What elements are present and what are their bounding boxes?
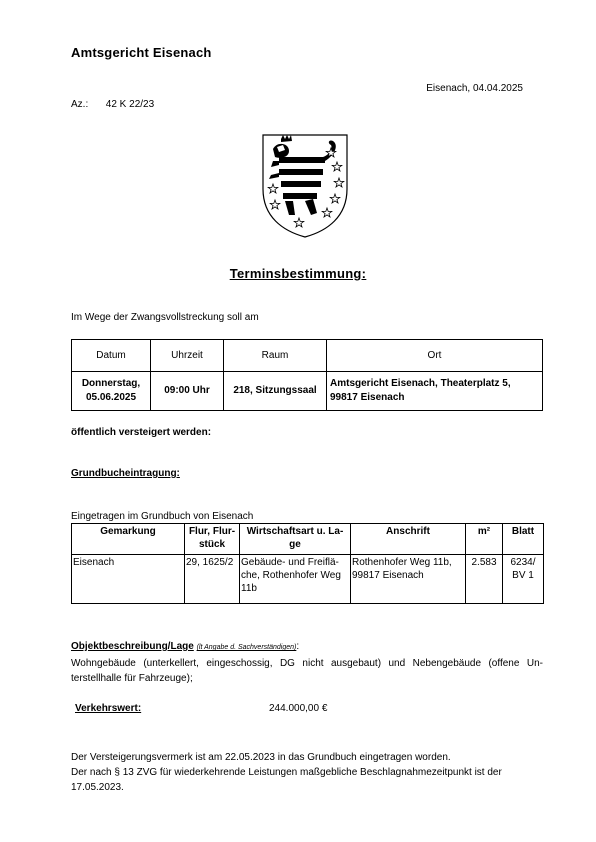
cell-address: Rothenhofer Weg 11b, 99817 Eisenach — [351, 555, 466, 604]
land-register-title: Grundbucheintragung: — [71, 468, 180, 479]
appointment-room: 218, Sitzungssaal — [224, 372, 327, 411]
header-area: m² — [466, 524, 503, 555]
land-register-row — [72, 555, 544, 604]
header-address: Anschrift — [351, 524, 466, 555]
header-date: Datum — [72, 340, 151, 372]
cell-sheet: 6234/ BV 1 — [503, 555, 544, 604]
court-name: Amtsgericht Eisenach — [71, 45, 212, 60]
appointment-time: 09:00 Uhr — [151, 372, 224, 411]
appointment-weekday: Donnerstag, — [81, 378, 141, 389]
file-reference — [71, 99, 154, 110]
file-reference-value: 42 K 22/23 — [105, 99, 155, 110]
cell-parcel: 29, 1625/2 — [185, 555, 240, 604]
cell-district: Eisenach — [72, 555, 185, 604]
header-time: Uhrzeit — [151, 340, 224, 372]
header-sheet: Blatt — [503, 524, 544, 555]
footer-line-1: Der Versteigerungsvermerk ist am 22.05.2023 in das Grundbuch eingetragen worden. — [71, 752, 451, 763]
object-description-title — [71, 641, 299, 652]
header-room: Raum — [224, 340, 327, 372]
auction-statement: öffentlich versteigert werden: — [71, 427, 212, 438]
object-note: (lt Angabe d. Sachverständigen) — [196, 644, 297, 651]
market-value-label: Verkehrswert: — [75, 703, 142, 714]
header-district: Gemarkung — [72, 524, 185, 555]
file-reference-label: Az.: — [71, 99, 89, 110]
object-colon: : — [296, 641, 300, 652]
header-usage: Wirtschaftsart u. La-ge — [240, 524, 351, 555]
header-parcel: Flur, Flur-stück — [185, 524, 240, 555]
land-register-intro: Eingetragen im Grundbuch von Eisenach — [71, 511, 254, 522]
appointment-date — [72, 372, 151, 411]
object-description-text: Wohngebäude (unterkellert, eingeschossig, DG nicht ausgebaut) und Nebengebäude (offene Un-terstellhalle für Fahrzeuge); — [71, 658, 543, 684]
market-value-amount: 244.000,00 € — [269, 703, 328, 714]
appointment-header-row — [72, 340, 543, 372]
appointment-location: Amtsgericht Eisenach, Theaterplatz 5, 99817 Eisenach — [327, 372, 543, 411]
place-date: Eisenach, 04.04.2025 — [426, 83, 523, 94]
land-register-table — [71, 523, 544, 604]
appointment-date-value: 05.06.2025 — [85, 392, 137, 403]
intro-text: Im Wege der Zwangsvollstreckung soll am — [71, 312, 259, 323]
appointment-values-row — [72, 372, 543, 411]
object-title: Objektbeschreibung/Lage — [71, 641, 194, 652]
cell-usage: Gebäude- und Freiflä-che, Rothenhofer Weg 11b — [240, 555, 351, 604]
document-title: Terminsbestimmung: — [229, 266, 367, 281]
thuringia-coat-of-arms-icon — [259, 131, 351, 239]
appointment-table — [71, 339, 543, 411]
header-location: Ort — [327, 340, 543, 372]
footer-line-2: Der nach § 13 ZVG für wiederkehrende Leistungen maßgebliche Beschlagnahmezeitpunkt ist der 17.05.2023. — [71, 767, 502, 793]
footer-notes — [71, 750, 543, 795]
cell-area: 2.583 — [466, 555, 503, 604]
land-register-header-row — [72, 524, 544, 555]
